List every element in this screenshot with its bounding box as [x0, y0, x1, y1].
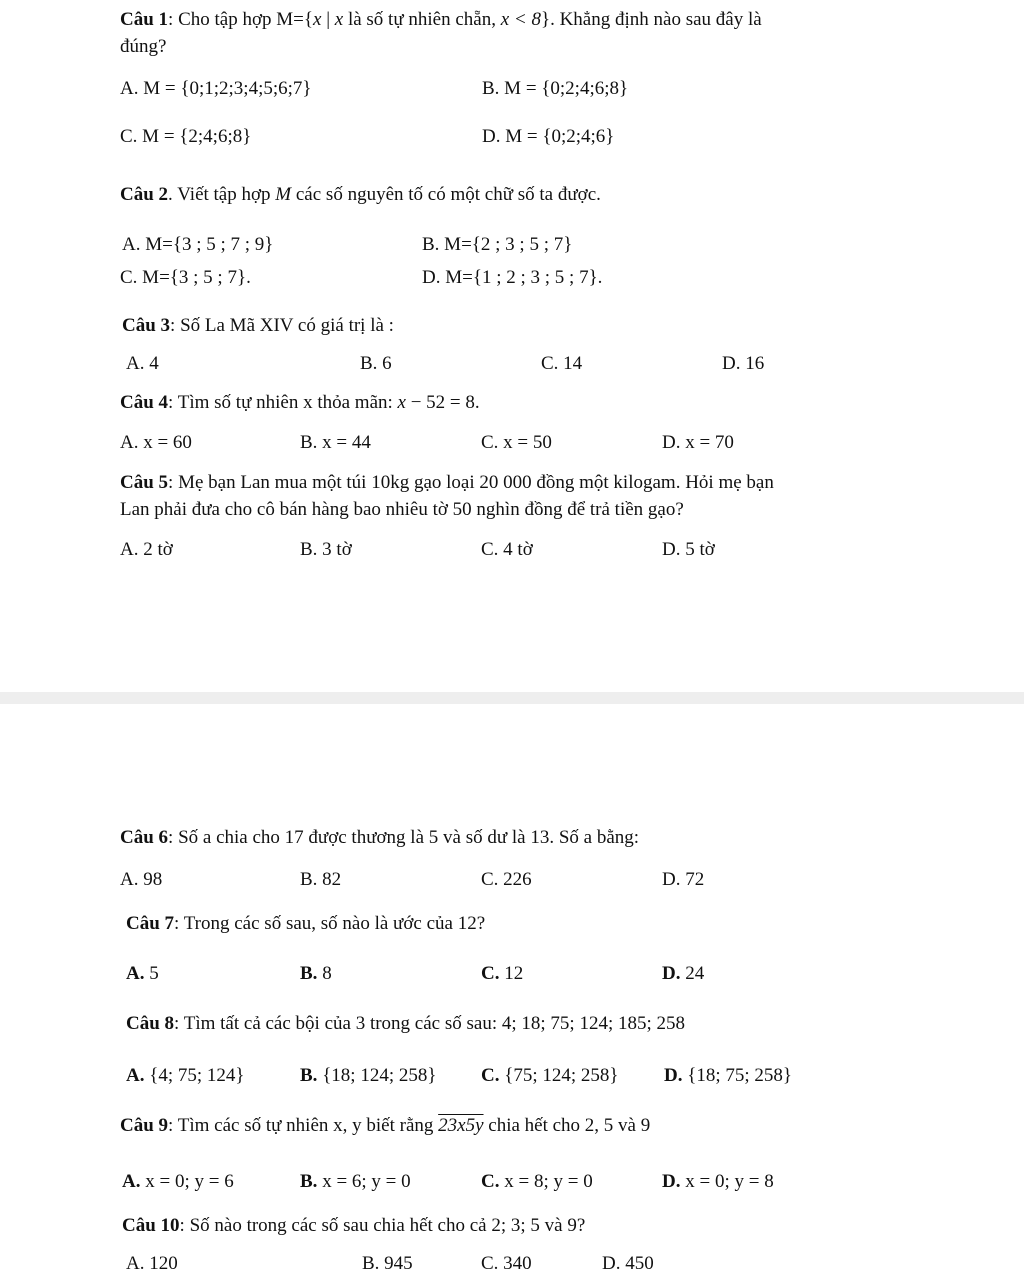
option-value: x = 8; y = 0: [499, 1171, 593, 1192]
document-page-2: [0, 704, 1024, 1280]
q4-option-d: D. x = 70: [662, 432, 734, 453]
q2-stem-part: . Viết tập hợp: [168, 184, 276, 205]
q1-stem-var: x: [313, 9, 322, 30]
option-letter: A.: [126, 1065, 145, 1086]
q5-option-d: D. 5 tờ: [662, 539, 715, 560]
option-letter: A.: [126, 963, 145, 984]
option-value: x = 6; y = 0: [317, 1171, 411, 1192]
q4-option-a: A. x = 60: [120, 432, 192, 453]
q8-stem-part: : Tìm tất cả các bội của 3 trong các số sau: 4; 18; 75; 124; 185; 258: [174, 1013, 685, 1034]
option-value: 8: [317, 963, 332, 984]
q8-option-b: [300, 1064, 436, 1088]
q2-option-c: C. M={3 ; 5 ; 7}.: [120, 267, 251, 288]
q5-stem-part: : Mẹ bạn Lan mua một túi 10kg gạo loại 20 000 đồng một kilogam. Hỏi mẹ bạn: [168, 472, 774, 493]
option-value: {75; 124; 258}: [499, 1065, 619, 1086]
q10-option-d: D. 450: [602, 1253, 654, 1274]
q7-option-d: [662, 962, 704, 986]
q9-option-c: [481, 1170, 593, 1194]
q9-stem-part: chia hết cho 2, 5 và 9: [483, 1115, 651, 1136]
q1-stem: [120, 8, 762, 32]
q4-option-b: B. x = 44: [300, 432, 371, 453]
q9-stem-part: : Tìm các số tự nhiên x, y biết rằng: [168, 1115, 439, 1136]
q9-option-b: [300, 1170, 411, 1194]
q4-label: Câu 4: [120, 392, 169, 413]
option-letter: B.: [300, 1171, 318, 1192]
q4-stem-var: x: [397, 392, 406, 413]
q8-option-d: [664, 1064, 792, 1088]
q10-label: Câu 10: [122, 1215, 180, 1236]
q2-option-d: D. M={1 ; 2 ; 3 ; 5 ; 7}.: [422, 267, 603, 288]
q2-stem: [120, 183, 601, 207]
q2-stem-var: M: [275, 184, 292, 205]
q8-stem: [126, 1012, 685, 1036]
q10-option-a: A. 120: [126, 1253, 178, 1274]
option-value: x = 0; y = 6: [140, 1171, 234, 1192]
q3-stem-part: : Số La Mã XIV có giá trị là :: [170, 315, 394, 336]
q7-stem: [126, 912, 485, 936]
option-letter: D.: [662, 1171, 681, 1192]
q4-option-c: C. x = 50: [481, 432, 552, 453]
q7-stem-part: : Trong các số sau, số nào là ước của 12?: [174, 913, 486, 934]
q1-stem-part: }. Khẳng định nào sau đây là: [540, 9, 762, 30]
option-value: {18; 75; 258}: [682, 1065, 793, 1086]
q1-stem-line2: đúng?: [120, 36, 167, 57]
q6-option-c: C. 226: [481, 869, 532, 890]
page-separator: [0, 692, 1024, 704]
q6-stem: [120, 826, 639, 850]
q5-stem-line2: Lan phải đưa cho cô bán hàng bao nhiêu tờ 50 nghìn đồng để trả tiền gạo?: [120, 499, 684, 520]
q6-option-b: B. 82: [300, 869, 342, 890]
q9-overlined-number: 23x5y: [438, 1115, 484, 1136]
q2-label: Câu 2: [120, 184, 169, 205]
q8-option-a: [126, 1064, 245, 1088]
q1-stem-part: là số tự nhiên chẵn,: [343, 9, 501, 30]
q3-label: Câu 3: [122, 315, 171, 336]
q1-stem-part: |: [321, 9, 335, 30]
q2-stem-part: các số nguyên tố có một chữ số ta được.: [291, 184, 601, 205]
q9-label: Câu 9: [120, 1115, 169, 1136]
q5-option-b: B. 3 tờ: [300, 539, 352, 560]
option-letter: C.: [481, 1171, 500, 1192]
q6-stem-part: : Số a chia cho 17 được thương là 5 và số dư là 13. Số a bằng:: [168, 827, 640, 848]
q5-option-c: C. 4 tờ: [481, 539, 533, 560]
q7-option-a: [126, 962, 159, 986]
q1-stem-condition: x < 8: [500, 9, 541, 30]
option-value: 5: [144, 963, 159, 984]
q2-option-a: A. M={3 ; 5 ; 7 ; 9}: [122, 234, 274, 255]
q6-option-d: D. 72: [662, 869, 705, 890]
q9-option-d: [662, 1170, 774, 1194]
q1-option-c: C. M = {2;4;6;8}: [120, 126, 252, 147]
q10-option-b: B. 945: [362, 1253, 413, 1274]
option-value: {18; 124; 258}: [317, 1065, 437, 1086]
q10-option-c: C. 340: [481, 1253, 532, 1274]
q3-stem: [122, 314, 394, 338]
q1-label: Câu 1: [120, 9, 169, 30]
q1-option-a: A. M = {0;1;2;3;4;5;6;7}: [120, 78, 312, 99]
q5-option-a: A. 2 tờ: [120, 539, 173, 560]
option-letter: A.: [122, 1171, 141, 1192]
option-letter: D.: [664, 1065, 683, 1086]
q3-option-a: A. 4: [126, 353, 159, 374]
option-value: 12: [499, 963, 524, 984]
q1-stem-part: : Cho tập hợp M={: [168, 9, 313, 30]
q10-stem: [122, 1214, 585, 1238]
q7-option-b: [300, 962, 332, 986]
option-letter: B.: [300, 1065, 318, 1086]
q1-option-d: D. M = {0;2;4;6}: [482, 126, 615, 147]
q3-option-b: B. 6: [360, 353, 392, 374]
q7-option-c: [481, 962, 523, 986]
q9-stem: [120, 1114, 650, 1138]
q7-label: Câu 7: [126, 913, 175, 934]
q3-option-d: D. 16: [722, 353, 765, 374]
q8-option-c: [481, 1064, 619, 1088]
q1-option-b: B. M = {0;2;4;6;8}: [482, 78, 629, 99]
option-letter: C.: [481, 963, 500, 984]
q5-label: Câu 5: [120, 472, 169, 493]
q4-stem: [120, 391, 480, 415]
q9-option-a: [122, 1170, 234, 1194]
q3-option-c: C. 14: [541, 353, 583, 374]
q10-stem-part: : Số nào trong các số sau chia hết cho cả 2; 3; 5 và 9?: [179, 1215, 586, 1236]
option-letter: C.: [481, 1065, 500, 1086]
option-value: 24: [680, 963, 705, 984]
option-value: {4; 75; 124}: [144, 1065, 245, 1086]
q8-label: Câu 8: [126, 1013, 175, 1034]
q4-stem-part: : Tìm số tự nhiên x thỏa mãn:: [168, 392, 398, 413]
q1-stem-var: x: [334, 9, 344, 30]
q4-stem-part: − 52 = 8.: [405, 392, 480, 413]
q2-option-b: B. M={2 ; 3 ; 5 ; 7}: [422, 234, 573, 255]
option-letter: D.: [662, 963, 681, 984]
q6-label: Câu 6: [120, 827, 169, 848]
option-letter: B.: [300, 963, 318, 984]
q5-stem: [120, 471, 774, 495]
q6-option-a: A. 98: [120, 869, 163, 890]
option-value: x = 0; y = 8: [680, 1171, 774, 1192]
